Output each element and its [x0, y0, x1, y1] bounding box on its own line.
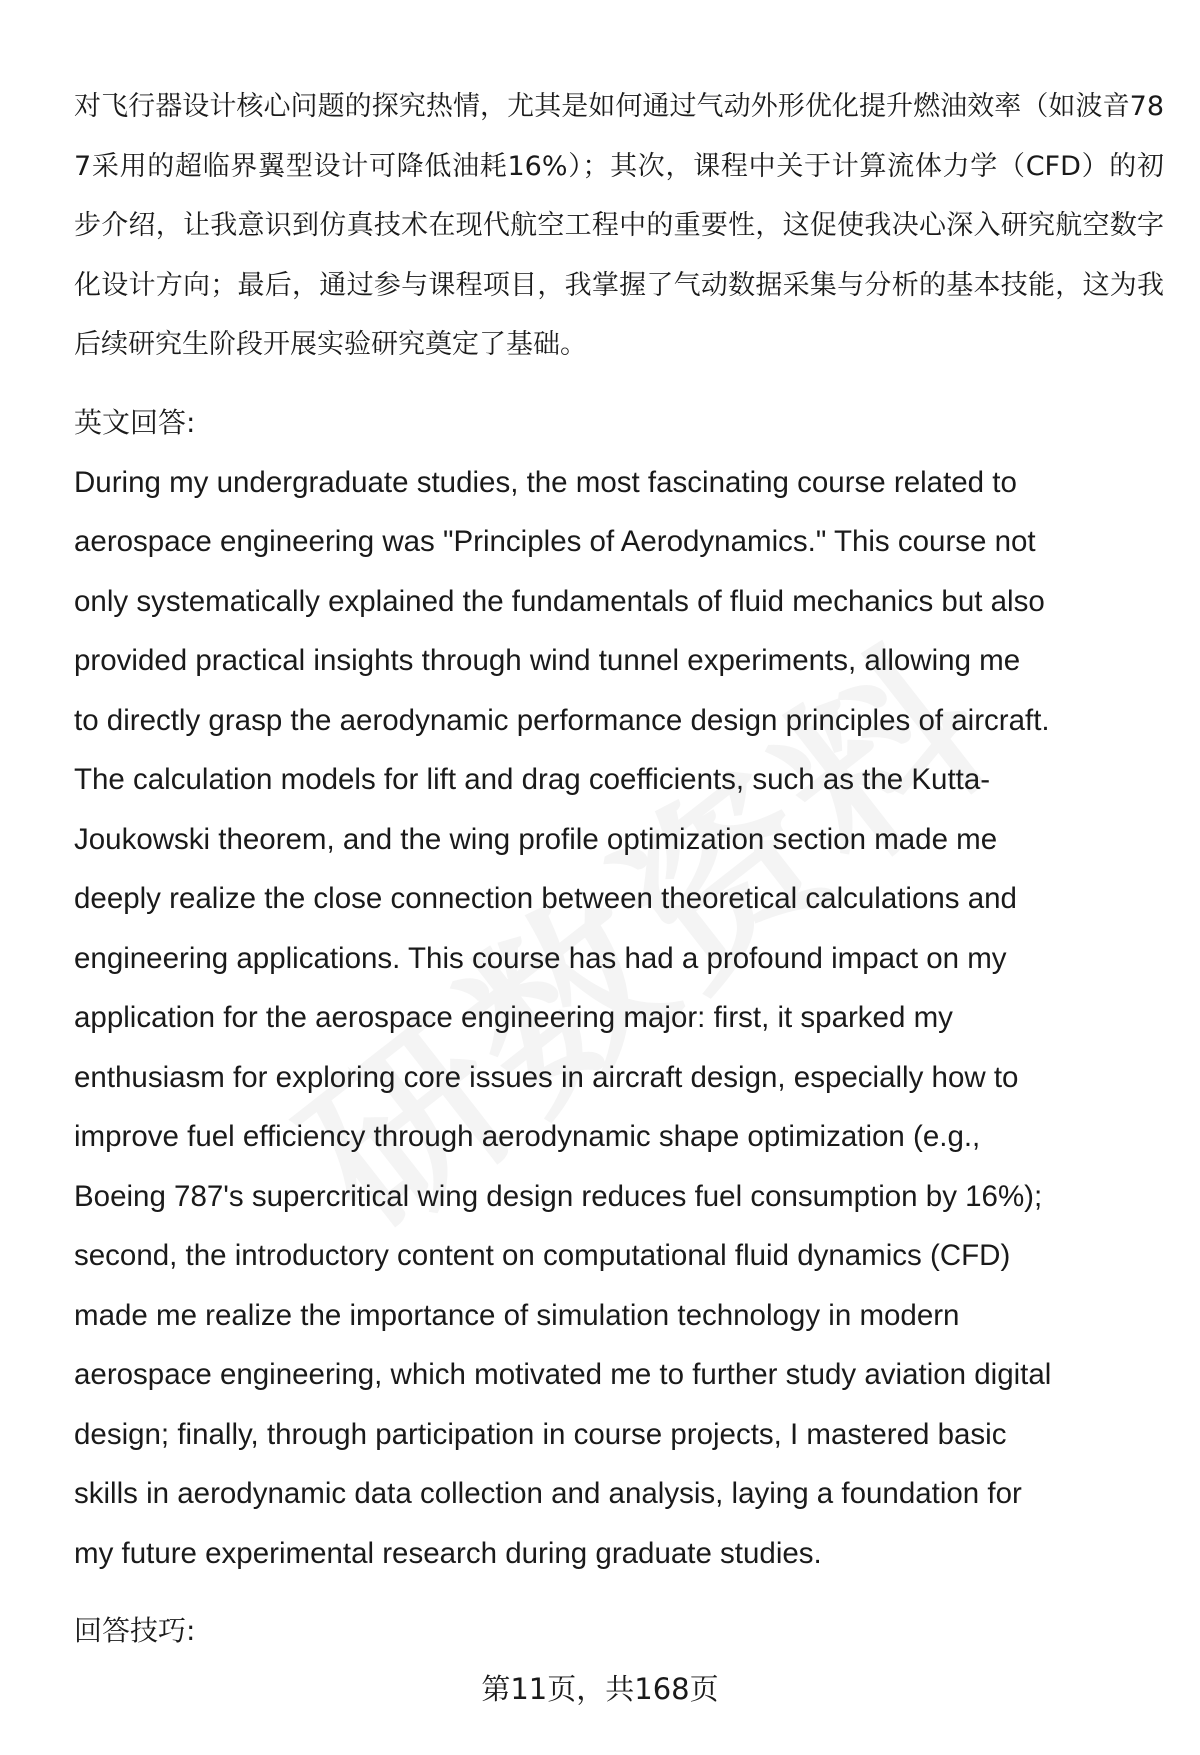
answer-tips-label: 回答技巧: — [74, 1614, 196, 1647]
english-answer-line: only systematically explained the fundamentals of fluid mechanics but also — [74, 584, 1045, 618]
page-number-footer: 第11页，共168页 — [481, 1672, 719, 1706]
english-answer-line: The calculation models for lift and drag coefficients, such as the Kutta- — [74, 763, 991, 796]
english-answer-line: made me realize the importance of simulation technology in modern — [74, 1298, 960, 1332]
english-answer-line: application for the aerospace engineering major: first, it sparked my — [74, 1001, 953, 1034]
english-answer-line: Joukowski theorem, and the wing profile optimization section made me — [74, 822, 998, 856]
english-answer-line: skills in aerodynamic data collection and analysis, laying a foundation for — [74, 1477, 1022, 1510]
english-answer-line: second, the introductory content on computational fluid dynamics (CFD) — [74, 1239, 1011, 1272]
chinese-answer-paragraph: 对飞行器设计核心问题的探究热情，尤其是如何通过气动外形优化提升燃油效率（如波音787采用的超临界翼型设计可降低油耗16%）；其次，课程中关于计算流体力学（CFD）的初步介绍，让我意识到仿真技术在现代航空工程中的重要性，这促使我决心深入研究航空数字化设计方向；最后，通过参与课程项目，我掌握了气动数据采集与分析的基本技能，这为我后续研究生阶段开展实验研究奠定了基础。 — [74, 91, 1164, 360]
english-answer-line: Boeing 787's supercritical wing design reduces fuel consumption by 16%); — [74, 1179, 1043, 1213]
english-answer-line: improve fuel efficiency through aerodynamic shape optimization (e.g., — [74, 1120, 981, 1153]
english-answer-line: provided practical insights through wind tunnel experiments, allowing me — [74, 644, 1021, 677]
english-answer-line: deeply realize the close connection between theoretical calculations and — [74, 882, 1017, 915]
english-answer-line: aerospace engineering, which motivated me to further study aviation digital — [74, 1358, 1052, 1391]
english-answer-line: engineering applications. This course has had a profound impact on my — [74, 941, 1007, 975]
english-answer-line: aerospace engineering was "Principles of Aerodynamics." This course not — [74, 525, 1036, 558]
english-answer-line: to directly grasp the aerodynamic performance design principles of aircraft. — [74, 703, 1050, 737]
english-answer-line: During my undergraduate studies, the most fascinating course related to — [74, 465, 1017, 499]
english-answer-line: design; finally, through participation in course projects, I mastered basic — [74, 1417, 1007, 1451]
content-area — [74, 77, 1164, 1661]
english-answer-line: my future experimental research during graduate studies. — [74, 1536, 822, 1570]
english-answer-paragraph — [74, 453, 1164, 1584]
english-answer-line: enthusiasm for exploring core issues in aircraft design, especially how to — [74, 1060, 1019, 1094]
english-answer-label: 英文回答: — [74, 405, 196, 439]
